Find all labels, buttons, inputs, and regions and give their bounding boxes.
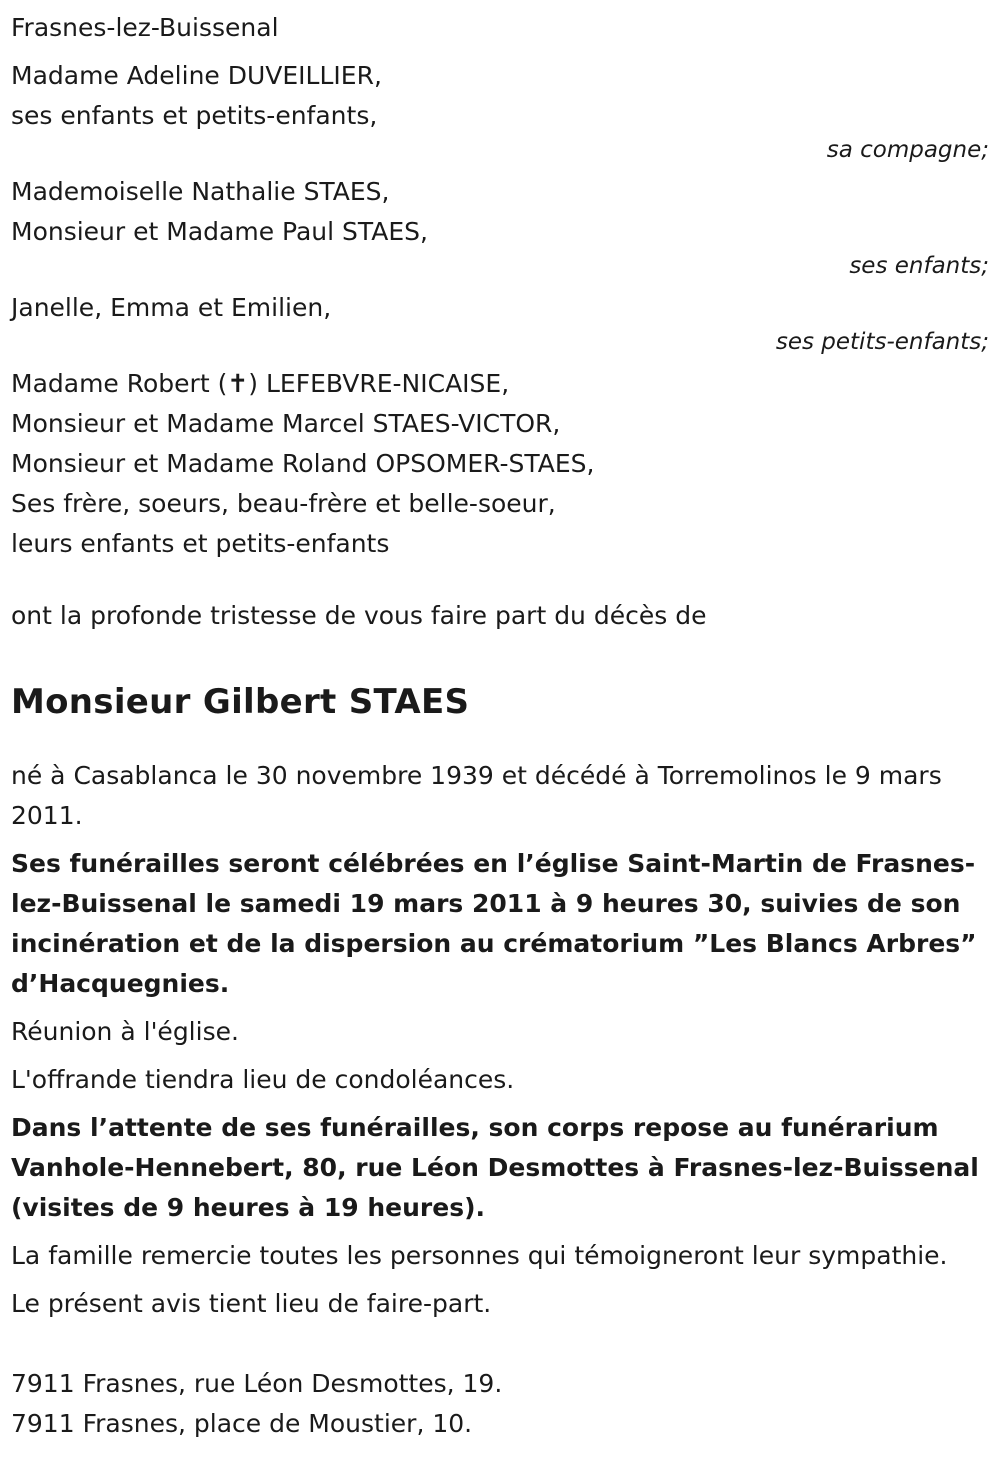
meeting-paragraph: Réunion à l'église. [11, 1017, 239, 1046]
companion-role: sa compagne; [826, 137, 989, 163]
children-role: ses enfants; [849, 253, 989, 279]
notice-paragraph: Le présent avis tient lieu de faire-part. [11, 1289, 492, 1318]
thanks-paragraph: La famille remercie toutes les personnes qui témoigneront leur sympathie. [11, 1241, 948, 1270]
grandchildren-group [11, 288, 991, 356]
birth-death-paragraph: né à Casablanca le 30 novembre 1939 et décédé à Torremolinos le 9 mars 2011. [11, 761, 942, 830]
siblings-line-5: leurs enfants et petits-enfants [11, 529, 390, 558]
offering-paragraph: L'offrande tiendra lieu de condoléances. [11, 1065, 515, 1094]
siblings-line-3: Monsieur et Madame Roland OPSOMER-STAES, [11, 449, 595, 478]
companion-group [11, 56, 991, 164]
viewing-paragraph: Dans l’attente de ses funérailles, son corps repose au funérarium Vanhole-Hennebert, 80, rue Léon Desmottes à Frasnes-lez-Buissenal (visites de 9 heures à 19 heures). [11, 1113, 979, 1222]
children-group [11, 172, 991, 280]
obituary-notice [11, 8, 991, 1444]
siblings-line-2: Monsieur et Madame Marcel STAES-VICTOR, [11, 409, 561, 438]
grandchildren-line-1: Janelle, Emma et Emilien, [11, 293, 332, 322]
deceased-name: Monsieur Gilbert STAES [11, 682, 470, 722]
address-line-1: 7911 Frasnes, rue Léon Desmottes, 19. [11, 1369, 503, 1398]
companion-line-2: ses enfants et petits-enfants, [11, 101, 378, 130]
announcement-text: ont la profonde tristesse de vous faire part du décès de [11, 601, 707, 630]
siblings-line-1: Madame Robert (✝) LEFEBVRE-NICAISE, [11, 369, 510, 398]
children-line-2: Monsieur et Madame Paul STAES, [11, 217, 428, 246]
address-line-2: 7911 Frasnes, place de Moustier, 10. [11, 1409, 473, 1438]
siblings-line-4: Ses frère, soeurs, beau-frère et belle-soeur, [11, 489, 556, 518]
grandchildren-role: ses petits-enfants; [775, 329, 989, 355]
town-header: Frasnes-lez-Buissenal [11, 13, 279, 42]
siblings-group [11, 364, 991, 564]
funeral-paragraph: Ses funérailles seront célébrées en l’église Saint-Martin de Frasnes-lez-Buissenal le samedi 19 mars 2011 à 9 heures 30, suivies de son incinération et de la dispersion au crématorium ”Les Blancs Arbres” d’Hacquegnies. [11, 849, 977, 998]
children-line-1: Mademoiselle Nathalie STAES, [11, 177, 390, 206]
companion-line-1: Madame Adeline DUVEILLIER, [11, 61, 382, 90]
